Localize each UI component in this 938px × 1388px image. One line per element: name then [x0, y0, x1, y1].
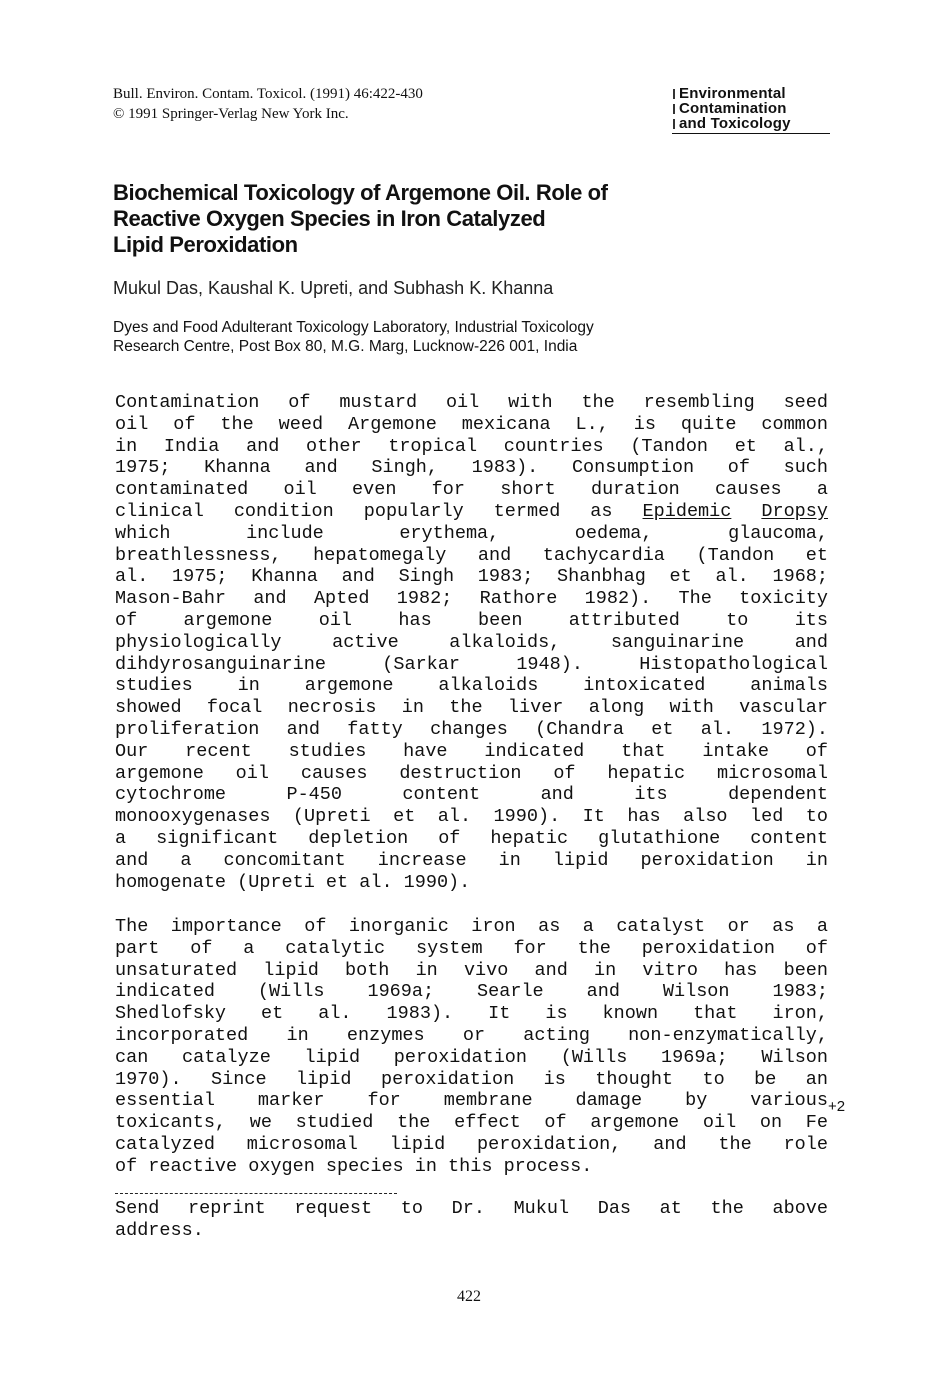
text-line: Shedlofsky et al. 1983). It is known that iron,: [115, 1003, 828, 1025]
article-title: [113, 180, 753, 258]
footnote-line: Send reprint request to Dr. Mukul Das at the above: [115, 1198, 828, 1219]
text-line: catalyzed microsomal lipid peroxidation, and the role: [115, 1133, 828, 1155]
footnote: [115, 1198, 828, 1242]
page-number: 422: [457, 1288, 481, 1305]
affiliation-line: Research Centre, Post Box 80, M.G. Marg, Lucknow-226 001, India: [113, 338, 578, 355]
text-line: showed focal necrosis in the liver along with vascular: [115, 697, 828, 719]
body-paragraph-2: [115, 916, 828, 1178]
text-line: 1970). Since lipid peroxidation is thought to be an: [115, 1068, 828, 1090]
text-line: proliferation and fatty changes (Chandra et al. 1972).: [115, 718, 828, 740]
text-line: al. 1975; Khanna and Singh 1983; Shanbhag et al. 1968;: [115, 566, 828, 588]
text-line: part of a catalytic system for the peroxidation of: [115, 937, 828, 959]
title-line: Lipid Peroxidation: [113, 232, 298, 257]
journal-logo: [672, 86, 830, 134]
author-list: Mukul Das, Kaushal K. Upreti, and Subhash K. Khanna: [113, 278, 554, 298]
text-line: which include erythema, oedema, glaucoma,: [115, 522, 828, 544]
title-line: Reactive Oxygen Species in Iron Catalyzed: [113, 206, 546, 231]
text-line: in India and other tropical countries (Tandon et al.,: [115, 435, 828, 457]
text-line: Contamination of mustard oil with the resembling seed: [115, 392, 828, 413]
underlined-term: Epidemic: [642, 500, 732, 522]
text-line: unsaturated lipid both in vivo and in vitro has been: [115, 959, 828, 981]
underlined-term: Dropsy: [761, 500, 828, 522]
text-line: argemone oil causes destruction of hepatic microsomal: [115, 762, 828, 784]
copyright-line: © 1991 Springer-Verlag New York Inc.: [113, 106, 349, 122]
fe-superscript: +2: [828, 1098, 846, 1115]
affiliation: [113, 318, 594, 356]
text-line-with-term: [115, 501, 828, 523]
text-line: Our recent studies have indicated that intake of: [115, 740, 828, 762]
title-line: Biochemical Toxicology of Argemone Oil. Role of: [113, 180, 608, 205]
text-line: studies in argemone alkaloids intoxicated animals: [115, 675, 828, 697]
text-line: contaminated oil even for short duration causes a: [115, 479, 828, 501]
text-line: dihdyrosanguinarine (Sarkar 1948). Histopathological: [115, 653, 828, 675]
text-line: monooxygenases (Upreti et al. 1990). It has also led to: [115, 806, 828, 828]
affiliation-line: Dyes and Food Adulterant Toxicology Laboratory, Industrial Toxicology: [113, 319, 594, 336]
text-line: toxicants, we studied the effect of argemone oil on Fe: [115, 1112, 828, 1134]
text-line: breathlessness, hepatomegaly and tachycardia (Tandon et: [115, 544, 828, 566]
text-line: 1975; Khanna and Singh, 1983). Consumption of such: [115, 457, 828, 479]
text-line: and a concomitant increase in lipid peroxidation in: [115, 849, 828, 871]
text-line: of reactive oxygen species in this process.: [115, 1155, 593, 1177]
footnote-line: address.: [115, 1219, 204, 1241]
text-line: homogenate (Upreti et al. 1990).: [115, 871, 471, 893]
text-line: The importance of inorganic iron as a catalyst or as a: [115, 916, 828, 937]
text-line: incorporated in enzymes or acting non-enzymatically,: [115, 1024, 828, 1046]
citation-line: Bull. Environ. Contam. Toxicol. (1991) 46:422-430: [113, 86, 423, 102]
text-line: physiologically active alkaloids, sanguinarine and: [115, 631, 828, 653]
body-paragraph-1: [115, 392, 828, 893]
footnote-divider: [115, 1193, 397, 1194]
text-line: can catalyze lipid peroxidation (Wills 1969a; Wilson: [115, 1046, 828, 1068]
text-line: essential marker for membrane damage by various: [115, 1090, 828, 1112]
text-line: a significant depletion of hepatic glutathione content: [115, 827, 828, 849]
journal-logo-line: Contamination: [672, 101, 830, 116]
journal-citation: [113, 84, 423, 124]
text-line: indicated (Wills 1969a; Searle and Wilson 1983;: [115, 981, 828, 1003]
journal-logo-line: Environmental: [672, 86, 830, 101]
text-fragment: clinical condition popularly termed as: [115, 500, 613, 522]
text-line: Mason-Bahr and Apted 1982; Rathore 1982). The toxicity: [115, 588, 828, 610]
journal-logo-line: and Toxicology: [672, 116, 830, 131]
text-line: of argemone oil has been attributed to its: [115, 609, 828, 631]
text-line: cytochrome P-450 content and its dependent: [115, 784, 828, 806]
text-line: oil of the weed Argemone mexicana L., is quite common: [115, 413, 828, 435]
